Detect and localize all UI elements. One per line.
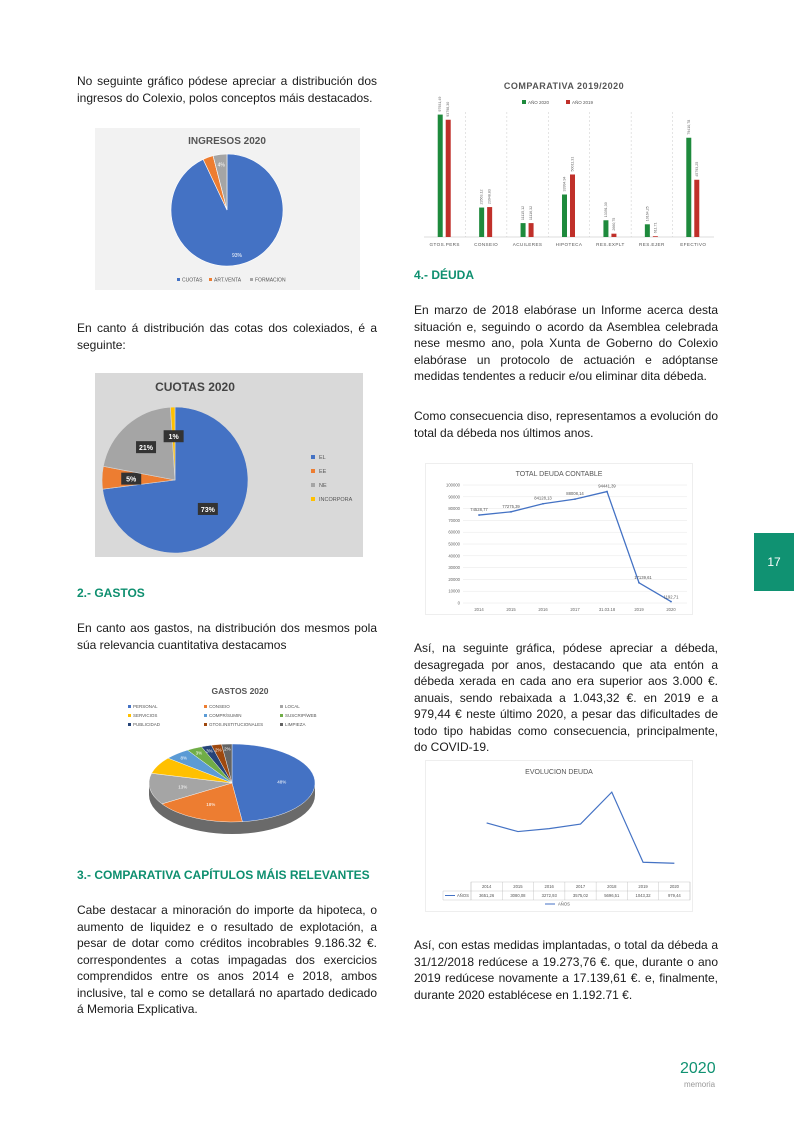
- legend-swatch: [177, 278, 180, 281]
- legend-entry: LIMPIEZA: [285, 722, 306, 728]
- data-label: 45793,25: [694, 161, 699, 177]
- page-number-tab: [754, 533, 794, 591]
- legend-entry: EE: [319, 469, 327, 475]
- data-label: 5%: [126, 476, 137, 484]
- legend-entry: AÑO 2019: [572, 100, 594, 105]
- legend-entry: PERSONAL: [133, 704, 158, 710]
- data-label: 1043,32: [635, 893, 651, 898]
- data-label: 88008,14: [566, 491, 584, 497]
- legend-swatch: [280, 723, 283, 726]
- data-label: 3%: [195, 750, 203, 756]
- data-label: 21%: [139, 445, 154, 453]
- y-tick-label: 10000: [448, 588, 460, 594]
- gastos-paragraph: En canto aos gastos, na distribución dos mesmos pola súa relevancia cuantitativa destacamos: [77, 621, 377, 652]
- x-tick-label: 2015: [506, 607, 516, 612]
- data-label: 3575,02: [572, 893, 589, 898]
- gastos-heading: 2.- GASTOS: [77, 586, 145, 600]
- chart-background: [425, 463, 693, 615]
- y-tick-label: 100000: [446, 482, 460, 488]
- chart-title: CUOTAS 2020: [155, 380, 235, 394]
- bar-hipoteca-a-o-2019: [570, 174, 575, 237]
- legend-entry: INCORPORA: [319, 497, 353, 503]
- legend-entry: CONSEIO: [209, 704, 230, 710]
- data-label: 10164,25: [645, 206, 650, 222]
- x-tick-label: HIPOTECA: [555, 242, 583, 247]
- x-tick-label: 2019: [638, 884, 648, 889]
- x-tick-label: GTOS.PERS: [429, 242, 460, 247]
- chart-title: TOTAL DEUDA CONTABLE: [515, 471, 603, 478]
- data-label: 979,44: [667, 893, 681, 898]
- legend-swatch: [204, 705, 207, 708]
- deuda-heading: 4.- DÉUDA: [414, 268, 475, 282]
- x-tick-label: ACUILERES: [512, 242, 543, 247]
- data-label: 74528,77: [470, 507, 488, 513]
- legend-swatch: [566, 100, 570, 104]
- x-tick-label: 31.03.18: [598, 607, 616, 612]
- bar-res-ejer-a-o-2020: [645, 224, 650, 237]
- bar-gtos-pers-a-o-2019: [446, 120, 451, 237]
- legend-swatch: [128, 705, 131, 708]
- chart-title: GASTOS 2020: [211, 686, 269, 696]
- legend-swatch: [204, 723, 207, 726]
- x-tick-label: 2018: [607, 884, 617, 889]
- data-label: 17139,61: [634, 574, 652, 580]
- legend-swatch: [204, 714, 207, 717]
- legend-swatch: [311, 483, 315, 487]
- x-tick-label: 2017: [575, 884, 586, 889]
- data-label: 79410,78: [686, 119, 691, 135]
- data-point: [478, 514, 480, 516]
- y-tick-label: 20000: [448, 576, 460, 582]
- bar-hipoteca-a-o-2020: [562, 195, 567, 237]
- chart-title: EVOLUCION DEUDA: [525, 769, 593, 776]
- deuda-paragraph-2: Como consecuencia diso, representamos a evolución do total da débeda nos últimos anos.: [414, 409, 718, 440]
- deuda-paragraph-3: Así, na seguinte gráfica, pódese apreciar a débeda, desagregada por anos, destacando que ata entón a débeda xerada en cada ano era superior aos 3.000 €. anuais, sendo rebaixada a 1.043,32 €. en 2019 e a 979,44 € neste último 2020, a pesar das dificultades de todo tipo habidas como consecuencia, principalmente, do COVID-19.: [414, 641, 718, 754]
- x-tick-label: 2017: [570, 607, 580, 612]
- data-label: 4%: [217, 162, 225, 169]
- x-tick-label: RES.EJER: [639, 242, 665, 247]
- page-number: 17: [767, 555, 781, 569]
- data-label: 97931,49: [438, 96, 443, 112]
- data-label: 8%: [180, 755, 187, 761]
- comparativa-heading: 3.- COMPARATIVA CAPÍTULOS MÁIS RELEVANTES: [77, 868, 370, 882]
- legend-entry: FORMACION: [255, 277, 286, 284]
- y-tick-label: 60000: [448, 529, 460, 535]
- y-tick-label: 40000: [448, 553, 460, 559]
- bar-acuileres-a-o-2019: [529, 223, 534, 237]
- y-tick-label: 70000: [448, 517, 460, 523]
- data-point: [510, 511, 512, 513]
- data-label: 93%: [232, 252, 243, 259]
- legend-entry: EL: [319, 455, 326, 461]
- x-tick-label: CONSEIO: [474, 242, 499, 247]
- bar-res-explt-a-o-2020: [603, 220, 608, 237]
- legend-entry: AÑOS: [558, 901, 570, 907]
- legend-swatch: [311, 469, 315, 473]
- bar-efectivo-a-o-2019: [694, 180, 699, 237]
- footer-year: 2020: [680, 1060, 716, 1077]
- x-tick-label: 2015: [513, 884, 523, 889]
- legend-entry: PUBLICIDAD: [133, 722, 161, 728]
- gastos-pie-chart: [110, 680, 370, 845]
- bar-conseio-a-o-2019: [487, 207, 492, 237]
- x-tick-label: RES.EXPLT: [596, 242, 625, 247]
- data-label: 84128,13: [534, 495, 552, 501]
- data-label: 2%: [224, 746, 231, 752]
- footer-label: memoria: [684, 1080, 716, 1089]
- comparativa-paragraph: Cabe destacar a minoración do importe da hipoteca, o aumento de liquidez e o resultado de explotación, a pesar de dotar como créditos incobrables 9.186.32 €. correspondentes a cotas impagadas dos exercicios comprendidos entre os anos 2014 e 2018, ambos inclusive, tal e como se detallará no apartado dedicado á Memoria Explicativa.: [77, 903, 377, 1016]
- legend-entry: LOCAL: [285, 704, 300, 710]
- x-tick-label: 2016: [544, 884, 554, 889]
- data-label: 3%: [206, 748, 213, 754]
- legend-entry: COMPR/SUMIN: [209, 713, 242, 719]
- legend-swatch: [209, 278, 212, 281]
- legend-swatch: [128, 714, 131, 717]
- data-label: 11116,32: [529, 205, 534, 221]
- cuotas-intro-paragraph: En canto á distribución das cotas dos colexiados, é a seguinte:: [77, 321, 377, 352]
- comparativa-bar-chart: [414, 72, 714, 256]
- data-point: [670, 601, 672, 603]
- data-point: [606, 491, 608, 493]
- deuda-paragraph-4: Así, con estas medidas implantadas, o total da débeda a 31/12/2018 redúcese a 19.273,76 €. que, durante o ano 2019 redúcese novamente a 17.139,61 €. e, finalmente, durante 2020 establécese en 1.192.71 €.: [414, 938, 718, 1002]
- legend-swatch: [522, 100, 526, 104]
- ingresos-pie-chart: [95, 128, 360, 290]
- data-label: 13%: [178, 784, 188, 790]
- legend-entry: GTOS.INSTITUCIONALES: [209, 722, 264, 728]
- chart-title: COMPARATIVA 2019/2020: [503, 81, 625, 91]
- data-point: [638, 582, 640, 584]
- cuotas-pie-chart: [95, 373, 363, 557]
- legend-swatch: [280, 714, 283, 717]
- data-label: 18%: [206, 802, 216, 808]
- evolucion-deuda-line-chart: [425, 760, 693, 912]
- data-label: 11115,12: [521, 205, 526, 221]
- data-label: 93798,30: [446, 101, 451, 117]
- data-label: 3651,26: [479, 893, 495, 898]
- deuda-paragraph-1: En marzo de 2018 elabórase un Informe acerca desta situación e, seguindo o acordo da Asemblea celebrada nese mesmo ano, pola Xunta de Goberno do Colexio elabórase un protocolo de actuación e adóptanse medidas tendentes a reducir e/ou eliminar dita débeda.: [414, 303, 718, 383]
- data-label: 2%: [215, 747, 222, 753]
- legend-swatch: [280, 705, 283, 708]
- chart-background: [425, 760, 693, 912]
- data-label: 13391,30: [603, 202, 608, 218]
- data-label: 77275,39: [502, 503, 520, 509]
- bar-res-explt-a-o-2019: [611, 234, 616, 237]
- legend-entry: SUSCRIP/WEB: [285, 713, 317, 719]
- total-deuda-line-chart: [425, 463, 693, 615]
- legend-entry: CUOTAS: [182, 277, 203, 284]
- data-label: 1%: [168, 434, 179, 442]
- legend-swatch: [250, 278, 253, 281]
- legend-entry: ART.VENTA: [214, 277, 242, 284]
- legend-entry: NE: [319, 483, 327, 489]
- data-label: 48%: [277, 779, 287, 785]
- bar-gtos-pers-a-o-2020: [438, 115, 443, 237]
- data-label: 3080,08: [510, 893, 526, 898]
- x-tick-label: 2019: [634, 607, 644, 612]
- x-tick-label: EFECTIVO: [680, 242, 707, 247]
- x-tick-label: 2014: [481, 884, 492, 889]
- data-label: 50011,31: [570, 156, 575, 172]
- y-tick-label: 30000: [448, 565, 460, 571]
- data-label: 73%: [200, 506, 215, 514]
- y-tick-label: 80000: [448, 506, 460, 512]
- data-point: [542, 503, 544, 505]
- intro-ingresos-paragraph: No seguinte gráfico pódese apreciar a distribución dos ingresos do Colexio, polos conceptos máis destacados.: [77, 74, 377, 105]
- data-label: 3272,93: [541, 893, 557, 898]
- legend-swatch: [311, 455, 315, 459]
- x-tick-label: 2014: [474, 607, 484, 612]
- data-label: 33994,94: [562, 176, 567, 192]
- y-tick-label: 50000: [448, 541, 460, 547]
- table-series-name: AÑOS: [457, 893, 469, 898]
- y-tick-label: 90000: [448, 494, 460, 500]
- y-tick-label: 0: [457, 600, 460, 606]
- bar-conseio-a-o-2020: [479, 208, 484, 237]
- legend-entry: SERVICIOS: [133, 713, 158, 719]
- legend-swatch: [128, 723, 131, 726]
- bar-res-ejer-a-o-2019: [653, 236, 658, 237]
- x-tick-label: 2016: [538, 607, 548, 612]
- data-label: 23563,12: [479, 189, 484, 205]
- chart-title: INGRESOS 2020: [188, 136, 266, 147]
- data-label: 23948,83: [487, 189, 492, 205]
- x-tick-label: 2020: [669, 884, 680, 889]
- data-point: [574, 498, 576, 500]
- data-label: 5696,51: [604, 893, 620, 898]
- data-label: 94441,39: [598, 483, 616, 489]
- bar-efectivo-a-o-2020: [686, 138, 691, 237]
- legend-swatch: [311, 497, 315, 501]
- bar-acuileres-a-o-2020: [521, 223, 526, 237]
- data-label: 611,71: [653, 222, 658, 234]
- legend-entry: AÑO 2020: [528, 100, 550, 105]
- data-label: 1192,71: [663, 594, 679, 600]
- data-label: 2660,75: [611, 217, 616, 231]
- x-tick-label: 2020: [666, 607, 676, 612]
